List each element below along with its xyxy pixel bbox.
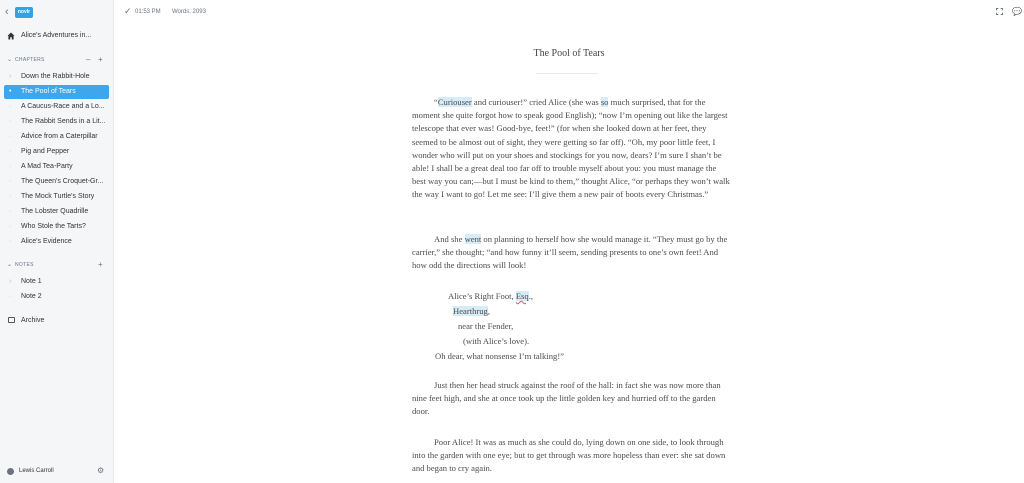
bullet-icon: ·	[9, 223, 12, 230]
sidebar-item-chapter-5[interactable]	[4, 130, 109, 144]
text-run: and curiouser!” cried Alice (she was	[471, 97, 601, 107]
bullet-icon: •	[9, 88, 12, 95]
sidebar-item-chapter-8[interactable]	[4, 175, 109, 189]
save-time: 01:53 PM	[135, 9, 161, 15]
chapter-title[interactable]: The Pool of Tears	[533, 48, 605, 59]
archive-icon	[8, 317, 15, 323]
comment-icon[interactable]: 💬	[1012, 7, 1022, 16]
user-icon	[7, 468, 14, 475]
sidebar-topbar	[0, 0, 113, 26]
bullet-icon: ·	[9, 238, 12, 245]
verse-line-2[interactable]	[453, 306, 490, 316]
sidebar-item-chapter-10[interactable]	[4, 205, 109, 219]
text-run: on planning to herself how she would manage it. “They must go by the carrier,” she thought; “and how funny it’ll seem, sending presents to one’s own feet! And how odd the directions will look!	[412, 234, 728, 271]
text-run: And she	[434, 234, 465, 244]
chevron-right-icon[interactable]: ›	[9, 278, 12, 285]
chapter-label: The Rabbit Sends in a Lit...	[21, 118, 106, 125]
bullet-icon: ·	[9, 208, 12, 215]
back-chevron-icon[interactable]: ‹	[5, 6, 9, 18]
text-run: .,	[528, 291, 533, 301]
sidebar-item-chapter-2[interactable]	[4, 85, 109, 99]
paragraph-1[interactable]: “Curiouser and curiouser!” cried Alice (she was so much surprised, that for the moment she quite forgot how to speak good English); “now I’m opening out like the largest telescope that ever was! Good-bye, feet!” (for when she looked down at her feet, they seemed to be almost out of sight, they were getting so far off). “Oh, my poor little feet, I wonder who will put on your shoes and stockings for you now, dears? I’m sure I shan’t be able! I shall be a great deal too far off to trouble myself about you: you must manage the best way you can;—but I must be kind to them,” thought Alice, “or perhaps they won’t walk the way I want to go! Let me see: I’ll give them a new pair of boots every Christmas.”	[412, 97, 730, 200]
bullet-icon: ·	[9, 293, 12, 300]
bullet-icon: ·	[9, 118, 12, 125]
note-label: Note 2	[21, 293, 42, 300]
home-icon	[7, 32, 15, 40]
word-count: Words: 2093	[172, 9, 206, 15]
notes-header-label: NOTES	[15, 262, 34, 268]
bullet-icon: ·	[9, 103, 12, 110]
bullet-icon: ·	[9, 133, 12, 140]
chapter-label: Alice's Evidence	[21, 238, 72, 245]
fullscreen-icon[interactable]	[996, 8, 1003, 15]
sidebar-item-chapter-3[interactable]	[4, 100, 109, 114]
chapter-label: Pig and Pepper	[21, 148, 70, 155]
sidebar-item-archive[interactable]	[0, 315, 113, 327]
check-icon: ✓	[124, 6, 132, 16]
document-area[interactable]	[114, 26, 1024, 483]
notes-header[interactable]	[0, 261, 113, 271]
sidebar-item-chapter-6[interactable]	[4, 145, 109, 159]
user-name: Lewis Carroll	[19, 468, 54, 474]
chapter-label: The Queen's Croquet-Gr...	[21, 178, 104, 185]
sidebar-item-chapter-7[interactable]	[4, 160, 109, 174]
highlighted-word[interactable]: Hearthrug	[453, 306, 488, 316]
bullet-icon: ·	[9, 193, 12, 200]
note-label: Note 1	[21, 278, 42, 285]
book-item[interactable]	[0, 30, 113, 44]
book-title: Alice's Adventures in...	[21, 32, 92, 39]
sidebar	[0, 0, 114, 483]
chapters-header-label: CHAPTERS	[15, 57, 45, 63]
sidebar-item-chapter-12[interactable]	[4, 235, 109, 249]
verse-line-1[interactable]	[448, 291, 533, 301]
chapter-label: Who Stole the Tarts?	[21, 223, 86, 230]
user-bar[interactable]	[0, 466, 113, 478]
sidebar-item-chapter-11[interactable]	[4, 220, 109, 234]
chevron-down-icon[interactable]: ⌄	[7, 262, 13, 268]
app-logo[interactable]: novlr	[15, 7, 33, 18]
chevron-down-icon[interactable]: ⌄	[7, 57, 13, 63]
sidebar-item-note-2[interactable]	[4, 290, 109, 304]
text-run: ,	[487, 306, 490, 316]
title-divider	[536, 73, 598, 74]
verse-line-5[interactable]: Oh dear, what nonsense I’m talking!”	[435, 351, 564, 361]
collapse-chapters-icon[interactable]: –	[86, 55, 91, 64]
chapter-label: Down the Rabbit-Hole	[21, 73, 90, 80]
verse-line-4[interactable]: (with Alice’s love).	[463, 336, 530, 346]
chevron-right-icon[interactable]: ›	[9, 73, 12, 80]
highlighted-word[interactable]: so	[600, 97, 609, 107]
bullet-icon: ·	[9, 178, 12, 185]
gear-icon[interactable]: ⚙	[97, 466, 105, 475]
text-run: Alice’s Right Foot,	[448, 291, 516, 301]
sidebar-item-note-1[interactable]	[4, 275, 109, 289]
chapter-label: The Pool of Tears	[21, 88, 76, 95]
bullet-icon: ·	[9, 163, 12, 170]
chapter-label: A Caucus-Race and a Lo...	[21, 103, 105, 110]
archive-label: Archive	[21, 317, 45, 324]
add-note-icon[interactable]: +	[98, 260, 103, 269]
chapters-header[interactable]	[0, 56, 113, 66]
spelling-error[interactable]: Esq	[515, 291, 529, 301]
highlighted-word[interactable]: Curiouser	[437, 97, 472, 107]
add-chapter-icon[interactable]: +	[98, 55, 103, 64]
chapter-label: The Lobster Quadrille	[21, 208, 89, 215]
paragraph-2[interactable]	[412, 233, 732, 273]
bullet-icon: ·	[9, 148, 12, 155]
editor-header	[114, 0, 1024, 27]
sidebar-item-chapter-9[interactable]	[4, 190, 109, 204]
paragraph-4[interactable]: Poor Alice! It was as much as she could do, lying down on one side, to look through into the garden with one eye; but to get through was more hopeless than ever: she sat down and began to cry again.	[412, 437, 726, 474]
text-run: much surprised, that for the moment she quite forgot how to speak good English); “now I’m opening out like the largest telescope that ever was! Good-bye, feet!” (for when she looked down at her feet, they seemed to be almost out of sight, they were getting so far off). “Oh, my poor little feet, I wonder who will put on your shoes and stockings for you now, dears? I’m sure I shan’t be able! I shall be a great deal too far off to trouble myself about you: you must manage the best way you can;—but I must be kind to them,” thought Alice, “or perhaps they won’t walk the way I want to go! Let me see: I’ll give them a new pair of boots every Christmas.”	[412, 97, 730, 200]
highlighted-word[interactable]: went	[464, 234, 482, 244]
sidebar-item-chapter-1[interactable]	[4, 70, 109, 84]
chapter-label: A Mad Tea-Party	[21, 163, 73, 170]
chapter-label: Advice from a Caterpillar	[21, 133, 98, 140]
sidebar-item-chapter-4[interactable]	[4, 115, 109, 129]
paragraph-3[interactable]: Just then her head struck against the roof of the hall: in fact she was now more than nine feet high, and she at once took up the little golden key and hurried off to the garden door.	[412, 380, 721, 417]
chapter-label: The Mock Turtle's Story	[21, 193, 95, 200]
verse-line-3[interactable]: near the Fender,	[458, 321, 514, 331]
